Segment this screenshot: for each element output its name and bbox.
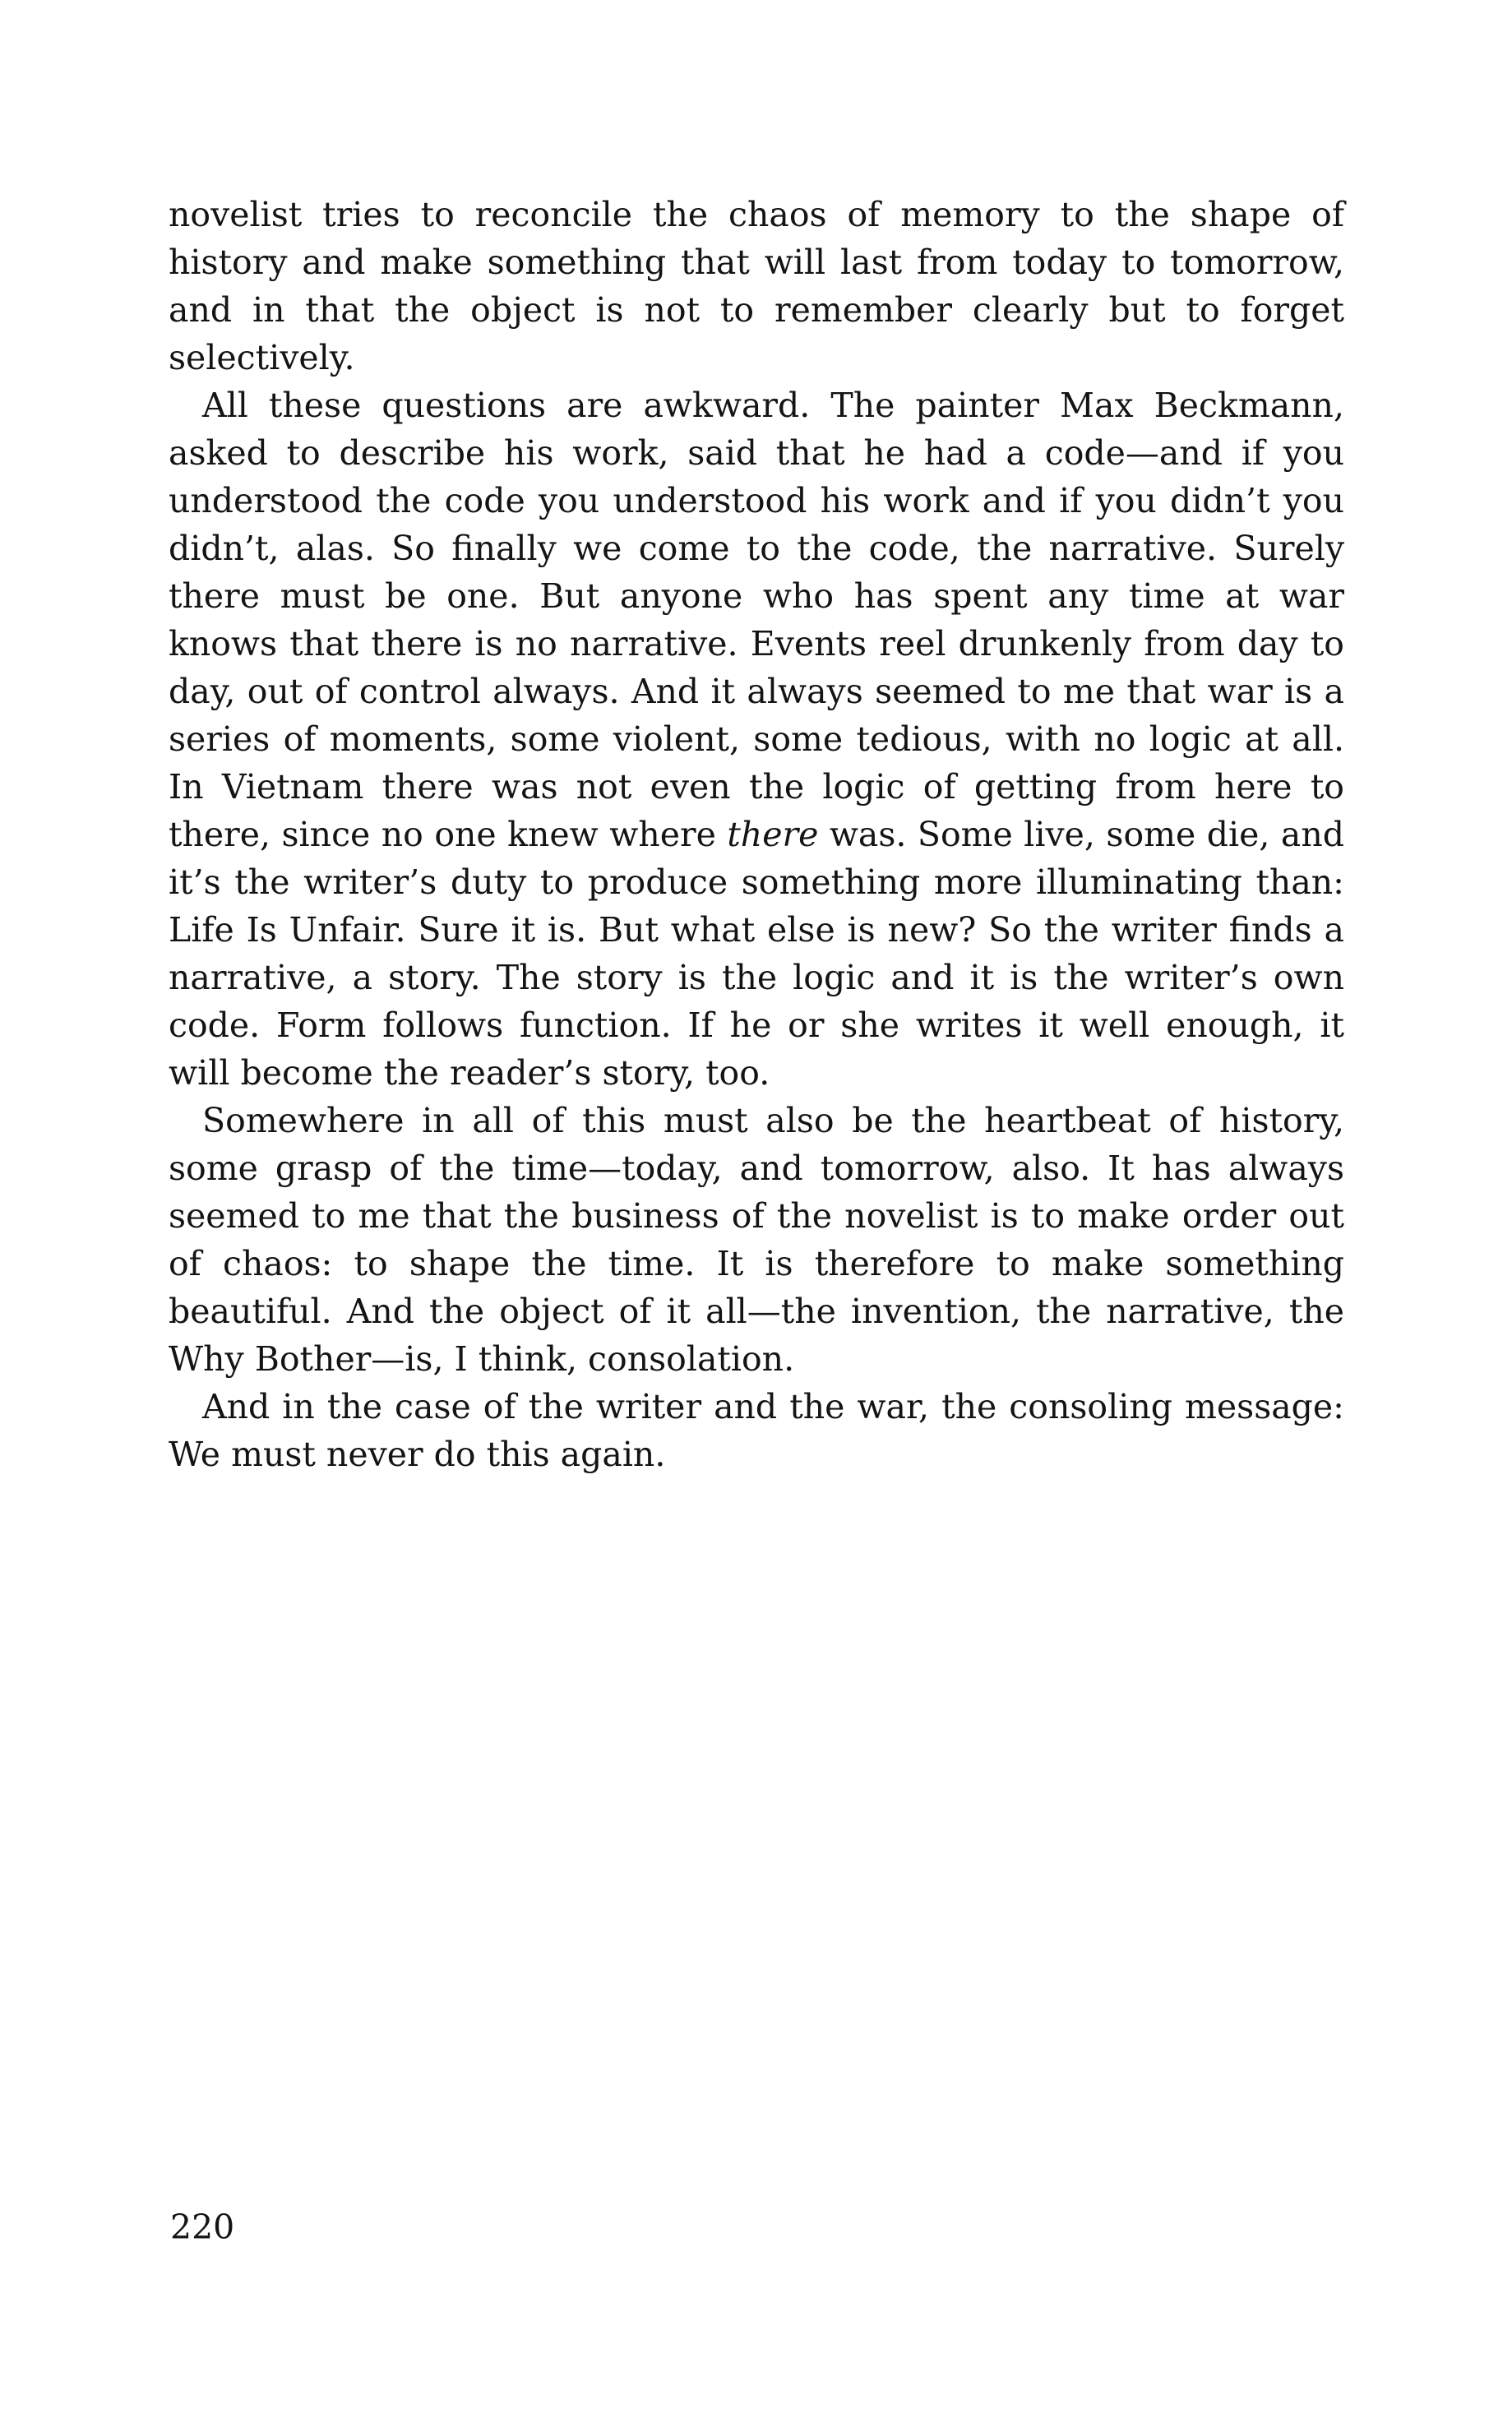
- paragraph-text: was. Some live, some die, and it’s the writer’s duty to produce something more illuminating than: Life Is Unfair. Sure it is. But what else is new? So the writer finds a narrative, a story. The story is the logic and it is the writer’s own code. Form follows function. If he or she writes it well enough, it will become the reader’s story, too.: [169, 815, 1344, 1093]
- paragraph-text: Somewhere in all of this must also be the heartbeat of history, some grasp of the time—today, and tomorrow, also. It has always seemed to me that the business of the novelist is to make order out of chaos: to shape the time. It is therefore to make something beautiful. And the object of it all—the invention, the narrative, the Why Bother—is, I think, consolation.: [169, 1101, 1344, 1379]
- paragraph-text: All these questions are awkward. The painter Max Beckmann, asked to describe his work, said that he had a code—and if you understood the code you understood his work and if you didn’t you didn’t, alas. So finally we come to the code, the narrative. Surely there must be one. But anyone who has spent any time at war knows that there is no narrative. Events reel drunkenly from day to day, out of control always. And it always seemed to me that war is a series of moments, some violent, some tedious, with no logic at all. In Vietnam there was not even the logic of getting from here to there, since no one knew where: [169, 386, 1344, 854]
- paragraph-4: [169, 1383, 1344, 1478]
- italic-word: there: [727, 815, 819, 854]
- paragraph-1: [169, 191, 1344, 381]
- paragraph-3: [169, 1097, 1344, 1383]
- paragraph-text: And in the case of the writer and the war, the consoling message: We must never do this again.: [169, 1387, 1344, 1474]
- body-text: [169, 191, 1344, 1478]
- paragraph-2: [169, 381, 1344, 1097]
- paragraph-text: novelist tries to reconcile the chaos of memory to the shape of history and make something that will last from today to tomorrow, and in that the object is not to remember clearly but to forget selectively.: [169, 195, 1344, 377]
- page-number: 220: [170, 2207, 235, 2247]
